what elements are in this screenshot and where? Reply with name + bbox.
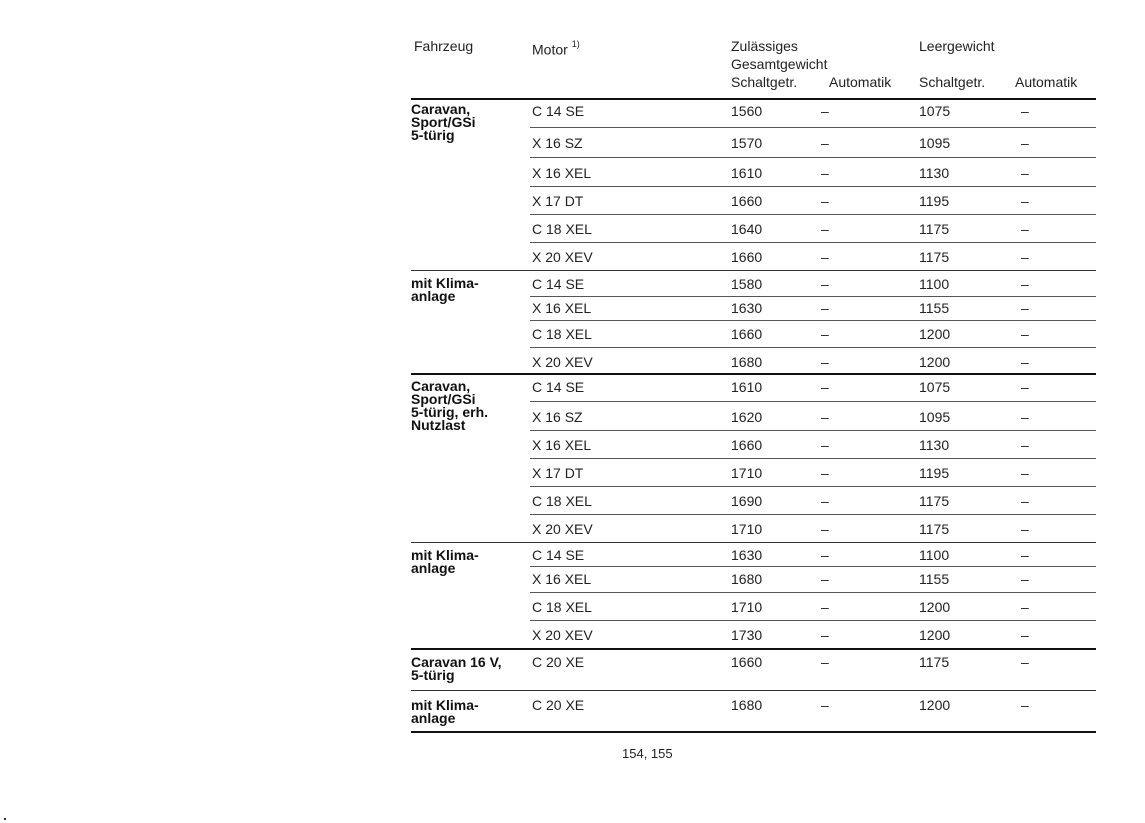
engine-cell: X 16 XEL: [532, 437, 592, 453]
engine-cell: X 20 XEV: [532, 354, 593, 370]
gross-weight-automatic-cell: –: [821, 379, 829, 395]
table-rule: [411, 373, 1096, 375]
table-rule: [530, 127, 1096, 128]
empty-weight-manual-cell: 1195: [919, 193, 950, 209]
vehicle-group-4: [411, 549, 479, 575]
gross-weight-manual-cell: 1630: [731, 300, 763, 316]
gross-weight-manual-cell: 1680: [731, 354, 763, 370]
gross-weight-manual-cell: 1680: [731, 697, 763, 713]
table-rule: [530, 486, 1096, 487]
gross-weight-automatic-cell: –: [821, 193, 829, 209]
vehicle-group-line: mit Klima-: [411, 547, 479, 563]
gross-weight-automatic-cell: –: [821, 521, 829, 537]
gross-weight-automatic-cell: –: [821, 135, 829, 151]
gross-weight-automatic-cell: –: [821, 465, 829, 481]
gross-weight-automatic-cell: –: [821, 103, 829, 119]
gross-weight-manual-cell: 1560: [731, 103, 763, 119]
gross-weight-manual-cell: 1640: [731, 221, 763, 237]
engine-cell: X 20 XEV: [532, 521, 593, 537]
empty-weight-manual-cell: 1200: [919, 697, 951, 713]
vehicle-group-line: Sport/GSi: [411, 114, 476, 130]
engine-cell: X 17 DT: [532, 465, 584, 481]
header-gross-weight-line2: Gesamtgewicht: [731, 56, 828, 72]
empty-weight-automatic-cell: –: [1021, 326, 1029, 342]
gross-weight-automatic-cell: –: [821, 437, 829, 453]
empty-weight-manual-cell: 1200: [919, 354, 951, 370]
gross-weight-automatic-cell: –: [821, 599, 829, 615]
engine-cell: C 20 XE: [532, 697, 585, 713]
empty-weight-manual-cell: 1075: [919, 103, 951, 119]
gross-weight-manual-cell: 1660: [731, 326, 763, 342]
gross-weight-manual-cell: 1610: [731, 165, 763, 181]
table-rule: [411, 648, 1096, 650]
table-rule: [530, 566, 1096, 567]
table-rule: [411, 542, 1096, 543]
table-rule: [411, 731, 1096, 733]
empty-weight-automatic-cell: –: [1021, 379, 1029, 395]
empty-weight-automatic-cell: –: [1021, 249, 1029, 265]
gross-weight-manual-cell: 1660: [731, 193, 763, 209]
engine-cell: C 14 SE: [532, 379, 585, 395]
engine-cell: X 16 SZ: [532, 135, 583, 151]
empty-weight-manual-cell: 1200: [919, 599, 951, 615]
gross-weight-manual-cell: 1730: [731, 627, 763, 643]
gross-weight-manual-cell: 1610: [731, 379, 763, 395]
header-gross-automatic: Automatik: [829, 74, 892, 90]
table-rule: [530, 401, 1096, 402]
empty-weight-automatic-cell: –: [1021, 354, 1029, 370]
empty-weight-automatic-cell: –: [1021, 300, 1029, 316]
engine-cell: C 14 SE: [532, 103, 585, 119]
header-engine: Motor $^{1)}$: [532, 39, 580, 58]
empty-weight-automatic-cell: –: [1021, 654, 1029, 670]
vehicle-group-line: mit Klima-: [411, 697, 479, 713]
vehicle-group-line: 5-türig: [411, 667, 455, 683]
empty-weight-manual-cell: 1155: [919, 300, 950, 316]
vehicle-group-1: [411, 103, 476, 142]
empty-weight-manual-cell: 1130: [919, 437, 950, 453]
table-rule: [411, 98, 1096, 100]
empty-weight-automatic-cell: –: [1021, 521, 1029, 537]
gross-weight-automatic-cell: –: [821, 276, 829, 292]
empty-weight-automatic-cell: –: [1021, 571, 1029, 587]
empty-weight-manual-cell: 1175: [919, 249, 950, 265]
gross-weight-manual-cell: 1660: [731, 654, 763, 670]
table-rule: [530, 296, 1096, 297]
header-gross-weight-line1: Zulässiges: [731, 38, 798, 54]
engine-cell: X 20 XEV: [532, 627, 593, 643]
gross-weight-automatic-cell: –: [821, 221, 829, 237]
empty-weight-manual-cell: 1195: [919, 465, 950, 481]
gross-weight-manual-cell: 1570: [731, 135, 763, 151]
empty-weight-manual-cell: 1175: [919, 493, 950, 509]
engine-cell: C 18 XEL: [532, 221, 592, 237]
engine-cell: X 17 DT: [532, 193, 584, 209]
empty-weight-manual-cell: 1175: [919, 654, 950, 670]
empty-weight-automatic-cell: –: [1021, 599, 1029, 615]
header-vehicle: Fahrzeug: [414, 38, 474, 54]
engine-cell: X 16 XEL: [532, 571, 592, 587]
empty-weight-automatic-cell: –: [1021, 103, 1029, 119]
gross-weight-automatic-cell: –: [821, 409, 829, 425]
table-rule: [530, 592, 1096, 593]
vehicle-group-line: Sport/GSi: [411, 391, 476, 407]
empty-weight-manual-cell: 1075: [919, 379, 951, 395]
engine-cell: C 18 XEL: [532, 493, 592, 509]
empty-weight-manual-cell: 1095: [919, 409, 951, 425]
vehicle-group-line: anlage: [411, 560, 456, 576]
table-rule: [530, 186, 1096, 187]
table-rule: [530, 157, 1096, 158]
empty-weight-manual-cell: 1175: [919, 521, 950, 537]
table-rule: [530, 620, 1096, 621]
gross-weight-manual-cell: 1680: [731, 571, 763, 587]
table-rule: [530, 320, 1096, 321]
gross-weight-automatic-cell: –: [821, 654, 829, 670]
empty-weight-manual-cell: 1100: [919, 276, 950, 292]
empty-weight-automatic-cell: –: [1021, 276, 1029, 292]
gross-weight-manual-cell: 1660: [731, 437, 763, 453]
engine-cell: C 18 XEL: [532, 599, 592, 615]
gross-weight-manual-cell: 1630: [731, 547, 763, 563]
header-empty-manual: Schaltgetr.: [919, 74, 986, 90]
vehicle-group-line: mit Klima-: [411, 275, 479, 291]
vehicle-group-3: [411, 380, 488, 432]
table-rule: [530, 458, 1096, 459]
gross-weight-manual-cell: 1710: [731, 599, 763, 615]
vehicle-group-line: 5-türig, erh.: [411, 404, 489, 420]
header-gross-manual: Schaltgetr.: [731, 74, 798, 90]
vehicle-group-line: Caravan 16 V,: [411, 654, 502, 670]
gross-weight-automatic-cell: –: [821, 493, 829, 509]
engine-cell: C 14 SE: [532, 547, 585, 563]
gross-weight-automatic-cell: –: [821, 354, 829, 370]
gross-weight-manual-cell: 1710: [731, 465, 763, 481]
vehicle-group-line: Nutzlast: [411, 417, 466, 433]
empty-weight-automatic-cell: –: [1021, 221, 1029, 237]
empty-weight-automatic-cell: –: [1021, 437, 1029, 453]
empty-weight-manual-cell: 1155: [919, 571, 950, 587]
empty-weight-manual-cell: 1130: [919, 165, 950, 181]
empty-weight-automatic-cell: –: [1021, 165, 1029, 181]
vehicle-group-line: Caravan,: [411, 101, 471, 117]
empty-weight-automatic-cell: –: [1021, 135, 1029, 151]
empty-weight-automatic-cell: –: [1021, 547, 1029, 563]
engine-cell: X 16 XEL: [532, 300, 592, 316]
gross-weight-automatic-cell: –: [821, 326, 829, 342]
vehicle-group-line: Caravan,: [411, 378, 471, 394]
gross-weight-automatic-cell: –: [821, 697, 829, 713]
empty-weight-automatic-cell: –: [1021, 465, 1029, 481]
empty-weight-automatic-cell: –: [1021, 193, 1029, 209]
engine-cell: C 20 XE: [532, 654, 585, 670]
gross-weight-automatic-cell: –: [821, 249, 829, 265]
empty-weight-automatic-cell: –: [1021, 697, 1029, 713]
table-rule: [530, 514, 1096, 515]
table-rule: [530, 430, 1096, 431]
empty-weight-manual-cell: 1200: [919, 326, 951, 342]
vehicle-group-5: [411, 656, 502, 682]
engine-cell: X 16 SZ: [532, 409, 583, 425]
table-rule: [411, 690, 1096, 691]
page-numbers: 154, 155: [622, 746, 673, 761]
table-rule: [530, 242, 1096, 243]
gross-weight-automatic-cell: –: [821, 571, 829, 587]
table-rule: [530, 347, 1096, 348]
engine-cell: C 18 XEL: [532, 326, 592, 342]
vehicle-group-6: [411, 699, 479, 725]
table-rule: [530, 214, 1096, 215]
vehicle-group-line: anlage: [411, 288, 456, 304]
engine-cell: X 16 XEL: [532, 165, 592, 181]
engine-cell: C 14 SE: [532, 276, 585, 292]
header-empty-weight: Leergewicht: [919, 38, 995, 54]
empty-weight-manual-cell: 1200: [919, 627, 951, 643]
empty-weight-automatic-cell: –: [1021, 627, 1029, 643]
gross-weight-manual-cell: 1710: [731, 521, 763, 537]
vehicle-group-2: [411, 277, 479, 303]
gross-weight-manual-cell: 1660: [731, 249, 763, 265]
gross-weight-automatic-cell: –: [821, 165, 829, 181]
gross-weight-automatic-cell: –: [821, 300, 829, 316]
gross-weight-manual-cell: 1620: [731, 409, 763, 425]
empty-weight-manual-cell: 1100: [919, 547, 950, 563]
footnote-marker: 1): [571, 39, 580, 49]
gross-weight-manual-cell: 1690: [731, 493, 763, 509]
empty-weight-automatic-cell: –: [1021, 493, 1029, 509]
vehicle-group-line: anlage: [411, 710, 456, 726]
empty-weight-manual-cell: 1095: [919, 135, 951, 151]
header-empty-automatic: Automatik: [1015, 74, 1078, 90]
table-rule: [411, 270, 1096, 271]
gross-weight-automatic-cell: –: [821, 627, 829, 643]
gross-weight-manual-cell: 1580: [731, 276, 763, 292]
scan-speck: [4, 818, 6, 820]
engine-cell: X 20 XEV: [532, 249, 593, 265]
gross-weight-automatic-cell: –: [821, 547, 829, 563]
vehicle-group-line: 5-türig: [411, 127, 455, 143]
empty-weight-manual-cell: 1175: [919, 221, 950, 237]
empty-weight-automatic-cell: –: [1021, 409, 1029, 425]
